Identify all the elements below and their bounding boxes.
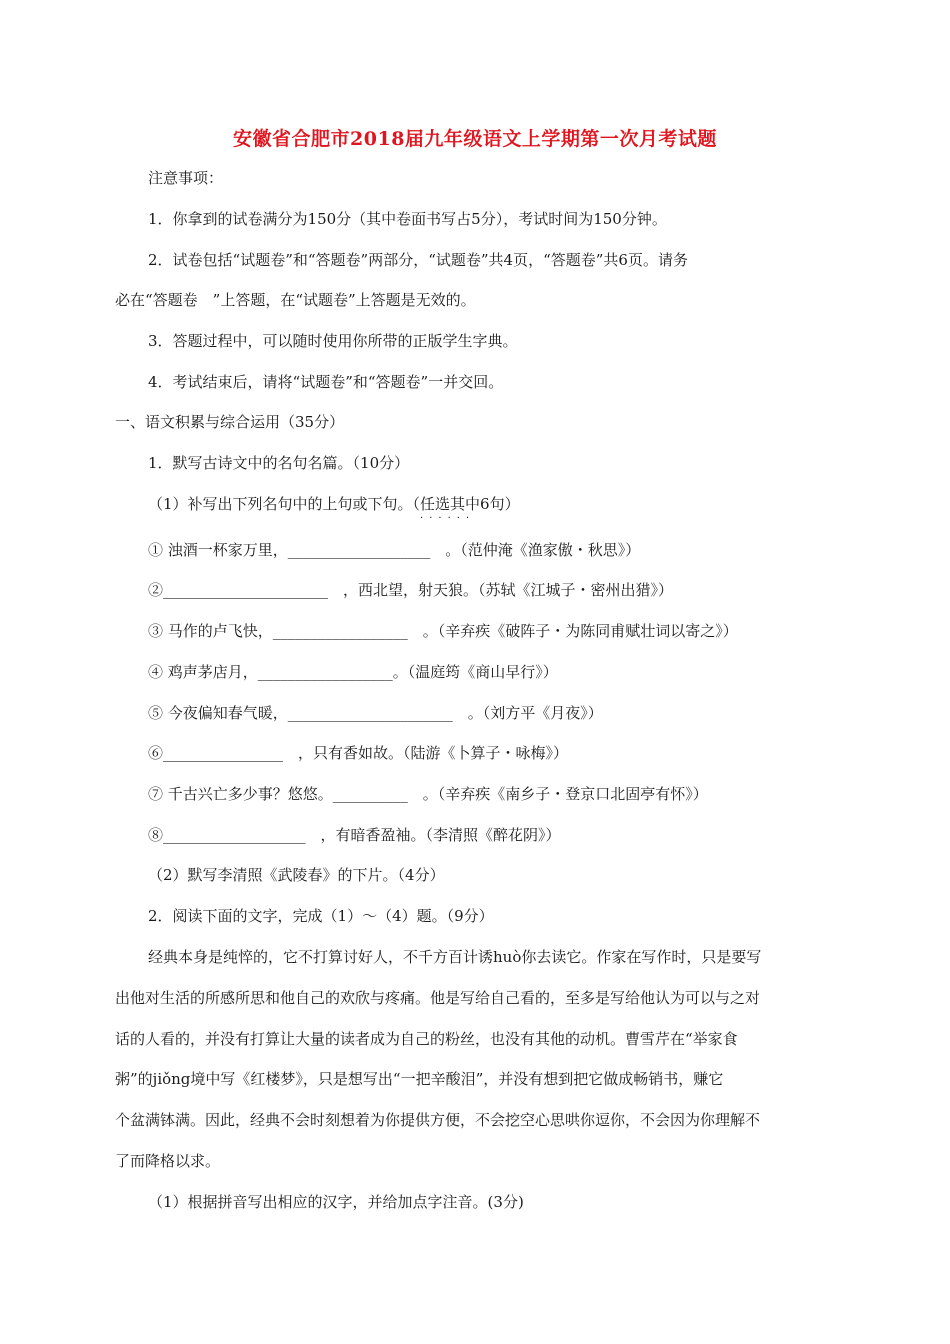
poem-line-8: ⑧___________________ ，有暗香盈袖。（李清照《醉花阴》） — [148, 826, 561, 844]
page-title: 安徽省合肥市2018届九年级语文上学期第一次月考试题 — [233, 128, 717, 150]
emphasis-dots: ······ — [420, 513, 476, 524]
emphasized-text-content: 任选其中6句 — [420, 495, 505, 513]
notice-heading: 注意事项： — [148, 169, 224, 187]
section-heading: 一、语文积累与综合运用（35分） — [115, 413, 345, 431]
passage-line-2: 出他对生活的所感所思和他自己的欢欣与疼痛。他是写给自己看的，至多是写给他认为可以与之对 — [115, 989, 761, 1007]
poem-line-4: ④ 鸡声茅店月，__________________。（温庭筠《商山早行》） — [148, 663, 558, 681]
poem-line-5: ⑤ 今夜偏知春气暖，______________________ 。（刘方平《月夜》） — [148, 704, 603, 722]
passage-line-1: 经典本身是纯悴的，它不打算讨好人，不千方百计诱huò你去读它。作家在写作时，只是要写 — [148, 948, 762, 966]
question-1-1-suffix: ） — [504, 495, 520, 513]
question-1-2: （2）默写李清照《武陵春》的下片。（4分） — [148, 866, 445, 884]
poem-line-1: ① 浊酒一杯家万里，___________________ 。（范仲淹《渔家傲・秋思》） — [148, 541, 641, 559]
notice-item-4: 4．考试结束后，请将“试题卷”和“答题卷”一并交回。 — [148, 373, 504, 391]
notice-item-2: 2．试卷包括“试题卷”和“答题卷”两部分，“试题卷”共4页，“答题卷”共6页。请务 — [148, 251, 688, 269]
poem-line-3: ③ 马作的卢飞快，__________________ 。（辛弃疾《破阵子・为陈同甫赋壮词以寄之》） — [148, 622, 738, 640]
question-1: 1．默写古诗文中的名句名篇。（10分） — [148, 454, 410, 472]
passage-line-5: 个盆满钵满。因此，经典不会时刻想着为你提供方便，不会挖空心思哄你逗你，不会因为你理解不 — [115, 1111, 761, 1129]
passage-line-6: 了而降格以求。 — [115, 1152, 221, 1170]
emphasized-text — [420, 494, 505, 524]
question-2: 2．阅读下面的文字，完成（1）～（4）题。（9分） — [148, 907, 494, 925]
question-2-1: （1）根据拼音写出相应的汉字，并给加点字注音。(3分) — [148, 1193, 524, 1211]
passage-line-3: 话的人看的，并没有打算让大量的读者成为自己的粉丝，也没有其他的动机。曹雪芹在“举家食 — [115, 1030, 738, 1048]
passage-line-4: 粥”的jiǒng境中写《红楼梦》，只是想写出“一把辛酸泪”，并没有想到把它做成畅销书，赚它 — [115, 1070, 724, 1088]
notice-item-3: 3．答题过程中，可以随时使用你所带的正版学生字典。 — [148, 332, 518, 350]
notice-item-1: 1．你拿到的试卷满分为150分（其中卷面书写占5分），考试时间为150分钟。 — [148, 210, 667, 228]
question-1-1 — [148, 494, 520, 524]
question-1-1-prefix: （1）补写出下列名句中的上句或下句。（ — [148, 495, 421, 513]
poem-line-2: ②______________________ ，西北望，射天狼。（苏轼《江城子・密州出猎》） — [148, 581, 674, 599]
poem-line-6: ⑥________________ ，只有香如故。（陆游《卜算子・咏梅》） — [148, 744, 569, 762]
poem-line-7: ⑦ 千古兴亡多少事？悠悠。__________ 。（辛弃疾《南乡子・登京口北固亭有怀》） — [148, 785, 708, 803]
notice-item-2-cont: 必在“答题卷 ”上答题，在“试题卷”上答题是无效的。 — [115, 291, 476, 309]
